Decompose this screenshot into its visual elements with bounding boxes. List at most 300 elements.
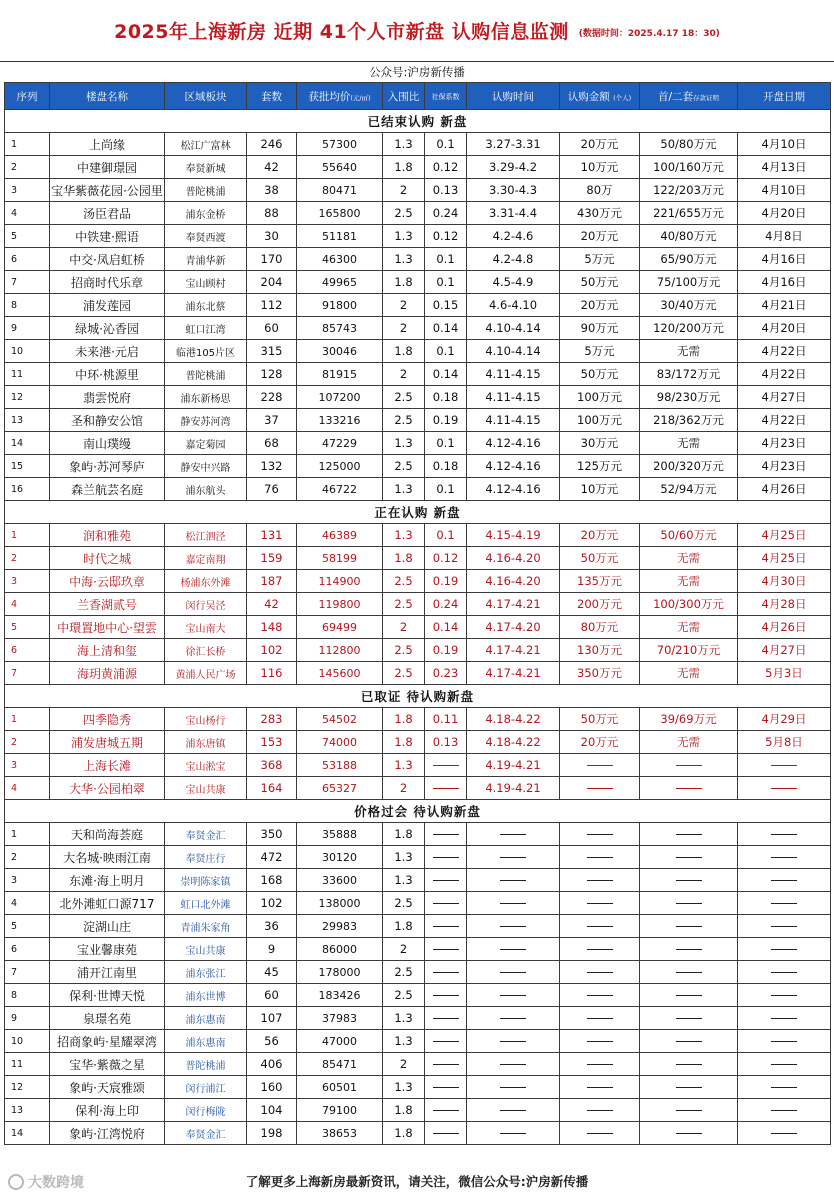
cell-period: 4.18-4.22 xyxy=(467,708,560,731)
cell-period xyxy=(467,984,560,1007)
cell-period: 4.11-4.15 xyxy=(467,409,560,432)
table-row xyxy=(5,593,831,616)
cell-amount: 20万元 xyxy=(560,731,640,754)
cell-area: 宝山南大 xyxy=(165,616,247,639)
cell-area: 宝山淞宝 xyxy=(165,754,247,777)
cell-ratio: 1.3 xyxy=(383,133,425,156)
cell-period: 3.29-4.2 xyxy=(467,156,560,179)
cell-area: 奉贤新城 xyxy=(165,156,247,179)
cell-name: 润和雅苑 xyxy=(50,524,165,547)
empty-dash xyxy=(500,1018,526,1019)
cell-social xyxy=(425,892,467,915)
cell-proof: 52/94万元 xyxy=(640,478,738,501)
cell-units: 107 xyxy=(247,1007,297,1030)
cell-idx: 13 xyxy=(5,1099,50,1122)
cell-amount xyxy=(560,915,640,938)
cell-proof: 无需 xyxy=(640,570,738,593)
cell-period: 4.16-4.20 xyxy=(467,570,560,593)
cell-price: 47000 xyxy=(297,1030,383,1053)
cell-social: 0.23 xyxy=(425,662,467,685)
cell-ratio: 2.5 xyxy=(383,662,425,685)
page-title-bar xyxy=(0,0,834,62)
cell-units: 68 xyxy=(247,432,297,455)
table-row xyxy=(5,156,831,179)
cell-amount: 200万元 xyxy=(560,593,640,616)
cell-area: 浦东北蔡 xyxy=(165,294,247,317)
cell-period xyxy=(467,938,560,961)
cell-social xyxy=(425,777,467,800)
cell-area: 奉贤金汇 xyxy=(165,1122,247,1145)
col-header-idx: 序列 xyxy=(5,83,50,110)
public-account-label: 公众号:沪房新传播 xyxy=(369,65,465,79)
cell-period: 4.12-4.16 xyxy=(467,432,560,455)
cell-idx: 11 xyxy=(5,363,50,386)
cell-idx: 5 xyxy=(5,915,50,938)
table-row xyxy=(5,225,831,248)
empty-dash xyxy=(433,1041,459,1042)
cell-ratio: 2 xyxy=(383,1053,425,1076)
cell-units: 246 xyxy=(247,133,297,156)
cell-ratio: 1.3 xyxy=(383,754,425,777)
cell-price: 119800 xyxy=(297,593,383,616)
cell-period: 4.10-4.14 xyxy=(467,340,560,363)
cell-amount: 5万元 xyxy=(560,248,640,271)
empty-dash xyxy=(500,1110,526,1111)
cell-open: 4月8日 xyxy=(738,225,831,248)
cell-name: 中環置地中心·望雲 xyxy=(50,616,165,639)
cell-open: 4月25日 xyxy=(738,524,831,547)
empty-dash xyxy=(587,903,613,904)
cell-social: 0.14 xyxy=(425,363,467,386)
cell-open: 4月26日 xyxy=(738,616,831,639)
empty-dash xyxy=(771,880,797,881)
cell-proof xyxy=(640,961,738,984)
cell-price: 49965 xyxy=(297,271,383,294)
cell-social xyxy=(425,754,467,777)
cell-open: 4月27日 xyxy=(738,386,831,409)
cell-proof xyxy=(640,823,738,846)
cell-idx: 7 xyxy=(5,662,50,685)
cell-social: 0.19 xyxy=(425,409,467,432)
cell-amount: 125万元 xyxy=(560,455,640,478)
cell-price: 58199 xyxy=(297,547,383,570)
cell-price: 80471 xyxy=(297,179,383,202)
cell-social: 0.18 xyxy=(425,386,467,409)
cell-units: 102 xyxy=(247,892,297,915)
col-header-open: 开盘日期 xyxy=(738,83,831,110)
table-row xyxy=(5,1076,831,1099)
cell-idx: 6 xyxy=(5,639,50,662)
cell-social xyxy=(425,1053,467,1076)
empty-dash xyxy=(676,1041,702,1042)
cell-price: 145600 xyxy=(297,662,383,685)
col-header-period: 认购时间 xyxy=(467,83,560,110)
cell-amount: 50万元 xyxy=(560,363,640,386)
cell-price: 29983 xyxy=(297,915,383,938)
empty-dash xyxy=(500,834,526,835)
cell-open: 4月27日 xyxy=(738,639,831,662)
cell-name: 象屿·苏河琴庐 xyxy=(50,455,165,478)
empty-dash xyxy=(433,857,459,858)
table-row xyxy=(5,179,831,202)
cell-units: 60 xyxy=(247,984,297,1007)
cell-idx: 7 xyxy=(5,961,50,984)
cell-price: 133216 xyxy=(297,409,383,432)
cell-period xyxy=(467,1122,560,1145)
empty-dash xyxy=(676,857,702,858)
cell-amount: 10万元 xyxy=(560,478,640,501)
empty-dash xyxy=(500,1064,526,1065)
empty-dash xyxy=(771,926,797,927)
cell-idx: 10 xyxy=(5,1030,50,1053)
cell-open xyxy=(738,938,831,961)
cell-amount xyxy=(560,1076,640,1099)
cell-units: 315 xyxy=(247,340,297,363)
cell-price: 30046 xyxy=(297,340,383,363)
cell-social: 0.12 xyxy=(425,547,467,570)
cell-ratio: 2.5 xyxy=(383,639,425,662)
cell-idx: 3 xyxy=(5,570,50,593)
cell-period xyxy=(467,846,560,869)
empty-dash xyxy=(676,880,702,881)
cell-social xyxy=(425,823,467,846)
cell-amount xyxy=(560,1053,640,1076)
cell-ratio: 1.8 xyxy=(383,547,425,570)
cell-price: 60501 xyxy=(297,1076,383,1099)
section-title: 正在认购 新盘 xyxy=(5,501,831,524)
cell-social: 0.1 xyxy=(425,478,467,501)
cell-period: 4.17-4.21 xyxy=(467,662,560,685)
cell-ratio: 2.5 xyxy=(383,961,425,984)
cell-units: 60 xyxy=(247,317,297,340)
cell-ratio: 1.3 xyxy=(383,1007,425,1030)
cell-proof xyxy=(640,1053,738,1076)
cell-units: 132 xyxy=(247,455,297,478)
cell-proof: 120/200万元 xyxy=(640,317,738,340)
cell-name: 泉璟名苑 xyxy=(50,1007,165,1030)
cell-name: 未来港·元启 xyxy=(50,340,165,363)
cell-ratio: 2 xyxy=(383,179,425,202)
cell-name: 南山璞缦 xyxy=(50,432,165,455)
cell-ratio: 2.5 xyxy=(383,570,425,593)
cell-price: 37983 xyxy=(297,1007,383,1030)
cell-proof: 无需 xyxy=(640,616,738,639)
empty-dash xyxy=(676,995,702,996)
cell-name: 上尚缘 xyxy=(50,133,165,156)
cell-units: 56 xyxy=(247,1030,297,1053)
empty-dash xyxy=(771,1110,797,1111)
cell-name: 海上清和玺 xyxy=(50,639,165,662)
cell-ratio: 1.3 xyxy=(383,478,425,501)
col-header-social: 社保系数 xyxy=(425,83,467,110)
cell-social xyxy=(425,846,467,869)
cell-idx: 2 xyxy=(5,156,50,179)
cell-amount: 20万元 xyxy=(560,524,640,547)
cell-name: 象屿·江湾悦府 xyxy=(50,1122,165,1145)
empty-dash xyxy=(500,995,526,996)
empty-dash xyxy=(676,1064,702,1065)
cell-proof: 83/172万元 xyxy=(640,363,738,386)
cell-social xyxy=(425,1007,467,1030)
cell-proof: 218/362万元 xyxy=(640,409,738,432)
cell-ratio: 1.8 xyxy=(383,708,425,731)
cell-period: 4.16-4.20 xyxy=(467,547,560,570)
cell-proof: 100/160万元 xyxy=(640,156,738,179)
cell-social: 0.11 xyxy=(425,708,467,731)
cell-units: 36 xyxy=(247,915,297,938)
cell-proof: 40/80万元 xyxy=(640,225,738,248)
cell-name: 宝华紫薇花园·公园里 xyxy=(50,179,165,202)
cell-social: 0.1 xyxy=(425,248,467,271)
cell-proof: 无需 xyxy=(640,340,738,363)
cell-units: 116 xyxy=(247,662,297,685)
cell-proof xyxy=(640,892,738,915)
cell-idx: 2 xyxy=(5,731,50,754)
cell-price: 91800 xyxy=(297,294,383,317)
section-header xyxy=(5,800,831,823)
table-row xyxy=(5,1053,831,1076)
cell-open: 4月10日 xyxy=(738,179,831,202)
cell-ratio: 2 xyxy=(383,294,425,317)
cell-period: 4.5-4.9 xyxy=(467,271,560,294)
table-body xyxy=(5,110,831,1145)
cell-name: 浦开江南里 xyxy=(50,961,165,984)
cell-period xyxy=(467,1099,560,1122)
cell-price: 138000 xyxy=(297,892,383,915)
table-row xyxy=(5,133,831,156)
cell-idx: 1 xyxy=(5,708,50,731)
cell-units: 38 xyxy=(247,179,297,202)
cell-amount xyxy=(560,1007,640,1030)
cell-social xyxy=(425,1030,467,1053)
empty-dash xyxy=(771,995,797,996)
empty-dash xyxy=(587,857,613,858)
cell-social: 0.1 xyxy=(425,271,467,294)
cell-price: 165800 xyxy=(297,202,383,225)
cell-price: 112800 xyxy=(297,639,383,662)
empty-dash xyxy=(433,788,459,789)
cell-area: 临港105片区 xyxy=(165,340,247,363)
cell-price: 33600 xyxy=(297,869,383,892)
empty-dash xyxy=(587,926,613,927)
cell-social xyxy=(425,961,467,984)
cell-proof: 98/230万元 xyxy=(640,386,738,409)
cell-proof: 50/80万元 xyxy=(640,133,738,156)
cell-idx: 12 xyxy=(5,1076,50,1099)
cell-social: 0.18 xyxy=(425,455,467,478)
empty-dash xyxy=(433,903,459,904)
cell-ratio: 2 xyxy=(383,317,425,340)
cell-idx: 4 xyxy=(5,777,50,800)
cell-area: 松江广富林 xyxy=(165,133,247,156)
cell-ratio: 1.3 xyxy=(383,432,425,455)
cell-ratio: 2.5 xyxy=(383,386,425,409)
table-row xyxy=(5,869,831,892)
cell-amount xyxy=(560,938,640,961)
cell-area: 普陀桃浦 xyxy=(165,363,247,386)
cell-name: 兰香湖贰号 xyxy=(50,593,165,616)
cell-price: 86000 xyxy=(297,938,383,961)
table-row xyxy=(5,616,831,639)
empty-dash xyxy=(676,926,702,927)
cell-amount: 100万元 xyxy=(560,386,640,409)
cell-amount xyxy=(560,846,640,869)
table-row xyxy=(5,409,831,432)
cell-open: 4月21日 xyxy=(738,294,831,317)
cell-price: 57300 xyxy=(297,133,383,156)
cell-social xyxy=(425,1099,467,1122)
empty-dash xyxy=(500,880,526,881)
cell-open: 4月16日 xyxy=(738,271,831,294)
cell-name: 汤臣君品 xyxy=(50,202,165,225)
cell-area: 浦东航头 xyxy=(165,478,247,501)
cell-area: 静安中兴路 xyxy=(165,455,247,478)
cell-idx: 12 xyxy=(5,386,50,409)
empty-dash xyxy=(433,1133,459,1134)
cell-idx: 1 xyxy=(5,823,50,846)
cell-name: 宝业馨康苑 xyxy=(50,938,165,961)
cell-idx: 3 xyxy=(5,754,50,777)
cell-proof xyxy=(640,777,738,800)
cell-period: 4.19-4.21 xyxy=(467,754,560,777)
cell-proof xyxy=(640,869,738,892)
cell-amount: 135万元 xyxy=(560,570,640,593)
cell-open xyxy=(738,1030,831,1053)
empty-dash xyxy=(433,1110,459,1111)
empty-dash xyxy=(676,788,702,789)
cell-period: 4.17-4.21 xyxy=(467,639,560,662)
cell-amount xyxy=(560,961,640,984)
cell-area: 普陀桃浦 xyxy=(165,179,247,202)
cell-period: 4.17-4.21 xyxy=(467,593,560,616)
cell-ratio: 1.8 xyxy=(383,1099,425,1122)
cell-open: 4月22日 xyxy=(738,363,831,386)
cell-area: 浦东新杨思 xyxy=(165,386,247,409)
table-row xyxy=(5,892,831,915)
cell-name: 大华·公园柏翠 xyxy=(50,777,165,800)
cell-idx: 2 xyxy=(5,846,50,869)
section-title: 价格过会 待认购新盘 xyxy=(5,800,831,823)
cell-period: 3.31-4.4 xyxy=(467,202,560,225)
cell-area: 奉贤金汇 xyxy=(165,823,247,846)
empty-dash xyxy=(500,926,526,927)
empty-dash xyxy=(433,765,459,766)
page-title: 2025年上海新房 近期 41个人市新盘 认购信息监测 xyxy=(114,21,569,43)
col-header-amount: 认购金额 (个人) xyxy=(560,83,640,110)
empty-dash xyxy=(433,949,459,950)
cell-period: 4.2-4.8 xyxy=(467,248,560,271)
cell-units: 128 xyxy=(247,363,297,386)
cell-area: 嘉定菊园 xyxy=(165,432,247,455)
col-header-units: 套数 xyxy=(247,83,297,110)
empty-dash xyxy=(587,765,613,766)
table-row xyxy=(5,248,831,271)
empty-dash xyxy=(676,834,702,835)
empty-dash xyxy=(771,972,797,973)
cell-amount xyxy=(560,869,640,892)
cell-social: 0.19 xyxy=(425,639,467,662)
empty-dash xyxy=(587,995,613,996)
cell-name: 中铁建·熙语 xyxy=(50,225,165,248)
cell-price: 125000 xyxy=(297,455,383,478)
cell-ratio: 2 xyxy=(383,616,425,639)
cell-ratio: 2.5 xyxy=(383,409,425,432)
table-row xyxy=(5,317,831,340)
empty-dash xyxy=(587,834,613,835)
cell-proof: 50/60万元 xyxy=(640,524,738,547)
cell-area: 浦东唐镇 xyxy=(165,731,247,754)
cell-idx: 1 xyxy=(5,524,50,547)
cell-amount: 130万元 xyxy=(560,639,640,662)
watermark-text: 大数跨境 xyxy=(28,1175,84,1191)
table-row xyxy=(5,708,831,731)
empty-dash xyxy=(433,1087,459,1088)
table-row xyxy=(5,202,831,225)
empty-dash xyxy=(676,972,702,973)
cell-ratio: 2.5 xyxy=(383,892,425,915)
listings-table xyxy=(4,82,831,1145)
cell-area: 宝山共康 xyxy=(165,938,247,961)
cell-price: 69499 xyxy=(297,616,383,639)
cell-units: 42 xyxy=(247,156,297,179)
cell-proof: 200/320万元 xyxy=(640,455,738,478)
cell-idx: 9 xyxy=(5,1007,50,1030)
cell-open xyxy=(738,961,831,984)
table-row xyxy=(5,961,831,984)
table-row xyxy=(5,363,831,386)
table-row xyxy=(5,340,831,363)
cell-idx: 10 xyxy=(5,340,50,363)
cell-name: 天和尚海荟庭 xyxy=(50,823,165,846)
cell-idx: 14 xyxy=(5,1122,50,1145)
cell-area: 浦东金桥 xyxy=(165,202,247,225)
section-title: 已结束认购 新盘 xyxy=(5,110,831,133)
cell-amount xyxy=(560,1099,640,1122)
cell-open xyxy=(738,823,831,846)
cell-ratio: 1.8 xyxy=(383,731,425,754)
cell-idx: 6 xyxy=(5,938,50,961)
cell-area: 浦东惠南 xyxy=(165,1030,247,1053)
empty-dash xyxy=(676,949,702,950)
empty-dash xyxy=(433,926,459,927)
empty-dash xyxy=(587,1041,613,1042)
cell-name: 森兰航芸名庭 xyxy=(50,478,165,501)
cell-name: 上海长滩 xyxy=(50,754,165,777)
cell-name: 中海·云邸玖章 xyxy=(50,570,165,593)
footer-note: 了解更多上海新房最新资讯，请关注，微信公众号:沪房新传播 xyxy=(245,1174,589,1189)
cell-name: 招商象屿·星耀翠湾 xyxy=(50,1030,165,1053)
empty-dash xyxy=(676,903,702,904)
cell-area: 浦东世博 xyxy=(165,984,247,1007)
cell-amount: 50万元 xyxy=(560,708,640,731)
cell-units: 37 xyxy=(247,409,297,432)
cell-idx: 3 xyxy=(5,869,50,892)
cell-ratio: 1.3 xyxy=(383,846,425,869)
cell-name: 北外滩虹口源717 xyxy=(50,892,165,915)
cell-price: 114900 xyxy=(297,570,383,593)
section-title: 已取证 待认购新盘 xyxy=(5,685,831,708)
cell-price: 85471 xyxy=(297,1053,383,1076)
cell-proof xyxy=(640,1122,738,1145)
cell-open: 4月20日 xyxy=(738,202,831,225)
empty-dash xyxy=(676,1018,702,1019)
cell-idx: 15 xyxy=(5,455,50,478)
cell-price: 178000 xyxy=(297,961,383,984)
cell-ratio: 1.3 xyxy=(383,869,425,892)
cell-social: 0.1 xyxy=(425,340,467,363)
table-row xyxy=(5,938,831,961)
cell-units: 164 xyxy=(247,777,297,800)
